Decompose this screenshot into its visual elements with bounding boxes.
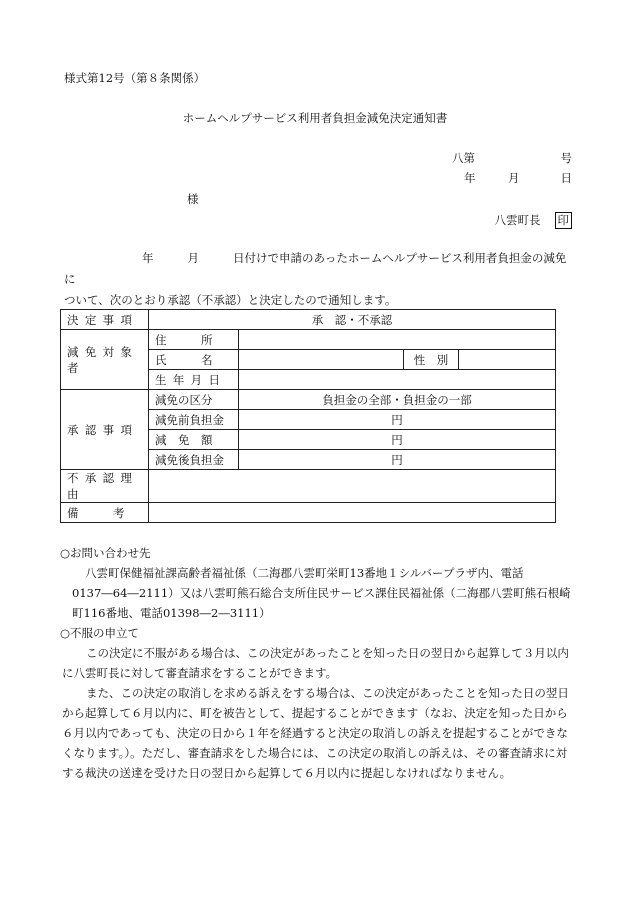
amount-label: 減 免 額	[149, 430, 239, 450]
inquiry-heading: ○お問い合わせ先	[60, 546, 151, 560]
body-year: 年	[142, 251, 154, 265]
notice-line-2: ついて、次のとおり承認（不承認）と決定したので通知します。	[64, 293, 397, 307]
document-title: ホームヘルプサービス利用者負担金減免決定通知書	[182, 111, 448, 125]
target-address-row	[61, 330, 556, 350]
remarks-value	[149, 503, 556, 523]
approval-label: 承認事項	[61, 390, 149, 470]
address-value	[239, 330, 556, 350]
name-label: 氏 名	[149, 350, 239, 370]
document-number	[452, 150, 572, 166]
reason-label: 不承認理由	[61, 470, 149, 503]
gender-label: 性 別	[404, 350, 459, 370]
seal-mark: 印	[555, 212, 573, 229]
addressee: 様	[187, 192, 199, 206]
birthdate-label: 生年月日	[149, 370, 239, 390]
amount-value: 円	[239, 430, 556, 450]
before-value: 円	[239, 410, 556, 430]
issuer-name: 八雲町長	[494, 213, 541, 227]
gender-value	[459, 350, 556, 370]
remarks-label: 備 考	[61, 503, 149, 523]
inquiry-text: 八雲町保健福祉課高齢者福祉係（二海郡八雲町栄町13番地１シルバープラザ内、電話0137―64―2111）又は八雲町熊石総合支所住民サービス課住民福祉係（二海郡八雲町熊石根崎町116番地、電話01398―2―3111）	[72, 566, 571, 620]
form-number: 様式第12号（第８条関係）	[64, 71, 206, 85]
decision-row	[61, 310, 556, 330]
reason-row	[61, 470, 556, 503]
notes-section	[60, 543, 575, 783]
after-value: 円	[239, 450, 556, 470]
issue-month: 月	[508, 171, 520, 185]
approval-category-row	[61, 390, 556, 410]
body-month: 月	[187, 251, 199, 265]
number-suffix: 号	[560, 151, 572, 165]
birthdate-value	[239, 370, 556, 390]
decision-label: 決定事項	[61, 310, 149, 330]
decision-table	[60, 309, 556, 523]
issue-year: 年	[464, 171, 476, 185]
issue-day: 日	[560, 171, 572, 185]
notice-line-1	[64, 248, 574, 290]
after-label: 減免後負担金	[149, 450, 239, 470]
appeal-heading: ○不服の申立て	[60, 626, 140, 640]
name-value	[239, 350, 404, 370]
number-prefix: 八第	[452, 151, 475, 165]
remarks-row	[61, 503, 556, 523]
issue-date	[452, 170, 572, 186]
appeal-paragraph-1: この決定に不服がある場合は、この決定があったことを知った日の翌日から起算して３月以内に八雲町長に対して審査請求をすることができます。	[62, 646, 569, 680]
address-label: 住 所	[149, 330, 239, 350]
reason-value	[149, 470, 556, 503]
decision-value: 承 認・不承認	[149, 310, 556, 330]
before-label: 減免前負担金	[149, 410, 239, 430]
category-label: 減免の区分	[149, 390, 239, 410]
category-value: 負担金の全部・負担金の一部	[239, 390, 556, 410]
notice-body	[64, 248, 574, 311]
appeal-paragraph-2: また、この決定の取消しを求める訴えをする場合は、この決定があったことを知った日の翌日から起算して６月以内に、町を被告として、提起することができます（なお、決定を知った日から６月以内であっても、決定の日から１年を経過すると決定の取消しの訴えを提起することができなくなります。）。ただし、審査請求をした場合には、この決定の取消しの訴えは、その審査請求に対する裁決の送達を受けた日の翌日から起算して６月以内に提起しなければなりません。	[62, 686, 569, 780]
body-line1-rest: 日付けで申請のあったホームヘルプサービス利用者負担金の減免に	[64, 251, 567, 286]
target-label: 減免対象者	[61, 330, 149, 390]
issuer	[495, 212, 573, 229]
